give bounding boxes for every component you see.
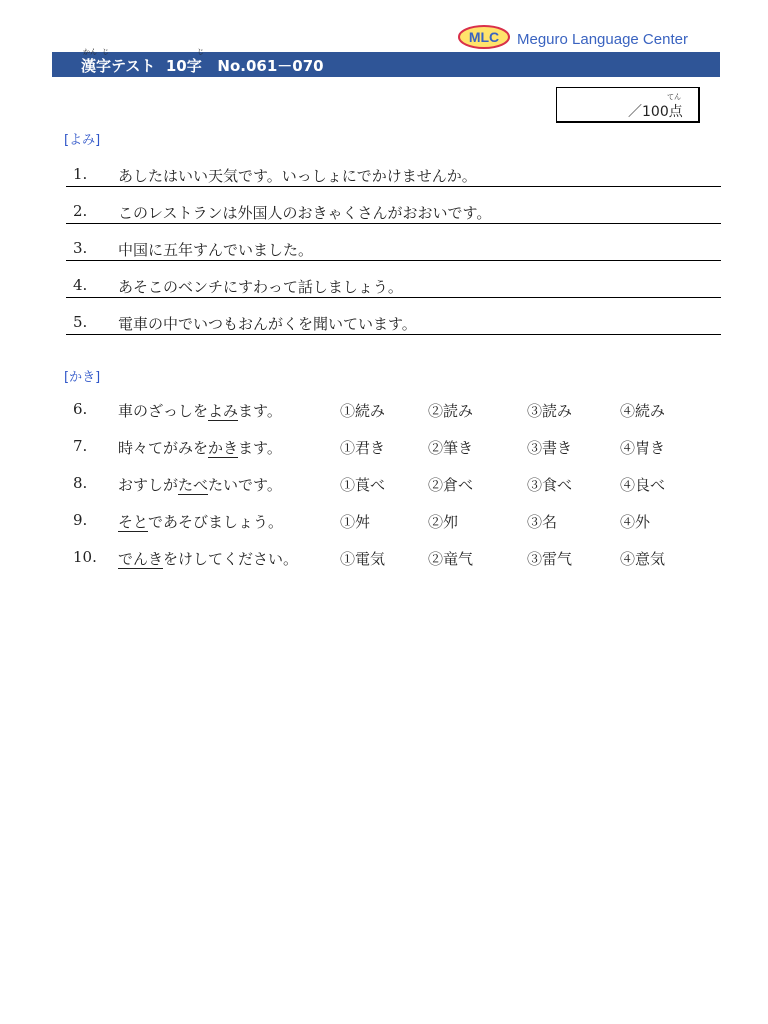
ruby-kan: かん: [83, 48, 97, 56]
option-1: ①君き: [340, 439, 386, 457]
sentence-suffix: ます。: [238, 402, 282, 420]
item-sentence: あしたはいい天気です。いっしょにでかけませんか。: [118, 167, 477, 185]
item-number: 10.: [73, 548, 97, 566]
yomi-item: [66, 236, 721, 261]
item-number: 8.: [73, 474, 88, 492]
score-text: ／100点: [628, 104, 683, 120]
yomi-item: [66, 310, 721, 335]
ruby-ji: じ: [102, 48, 109, 56]
yomi-item: [66, 273, 721, 298]
option-3: ③名: [527, 513, 558, 531]
option-2: ②夘: [428, 513, 459, 531]
ruby-ji-2: じ: [197, 48, 204, 56]
target-word: そと: [118, 513, 149, 531]
item-sentence: [118, 548, 298, 569]
mlc-logo: [457, 24, 511, 50]
item-number: 5.: [73, 313, 88, 331]
option-2: ②竜气: [428, 550, 474, 568]
item-number: 1.: [73, 165, 88, 183]
score-ruby: てん: [667, 93, 681, 101]
item-number: 7.: [73, 437, 88, 455]
item-sentence: [118, 437, 282, 458]
option-1: ①続み: [340, 402, 386, 420]
option-3: ③読み: [527, 402, 573, 420]
kaki-item: [66, 545, 721, 569]
sentence-prefix: 時々てがみを: [118, 439, 209, 457]
page-title: 漢字テスト 10字 No.061－070: [81, 57, 324, 75]
target-word: でんき: [118, 550, 164, 568]
option-4: ④冑き: [620, 439, 666, 457]
item-number: 6.: [73, 400, 88, 418]
item-sentence: 電車の中でいつもおんがくを聞いています。: [118, 315, 417, 333]
yomi-item: [66, 162, 721, 187]
logo-text: MLC: [468, 29, 500, 45]
yomi-heading: [よみ]: [64, 133, 101, 148]
option-2: ②読み: [428, 402, 474, 420]
option-1: ①舛: [340, 513, 371, 531]
org-name: Meguro Language Center: [517, 31, 688, 48]
item-number: 3.: [73, 239, 88, 257]
target-word: よみ: [208, 402, 239, 420]
item-number: 2.: [73, 202, 88, 220]
item-sentence: このレストランは外国人のおきゃくさんがおおいです。: [118, 204, 492, 222]
target-word: かき: [208, 439, 239, 457]
option-1: ①電気: [340, 550, 386, 568]
item-sentence: [118, 400, 282, 421]
option-3: ③書き: [527, 439, 573, 457]
option-3: ③食べ: [527, 476, 573, 494]
item-sentence: 中国に五年すんでいました。: [118, 241, 314, 259]
item-number: 4.: [73, 276, 88, 294]
yomi-item: [66, 199, 721, 224]
option-4: ④続み: [620, 402, 666, 420]
option-4: ④良べ: [620, 476, 666, 494]
option-4: ④外: [620, 513, 651, 531]
kaki-item: [66, 397, 721, 421]
item-sentence: あそこのベンチにすわって話しましょう。: [118, 278, 403, 296]
option-4: ④意気: [620, 550, 666, 568]
kaki-item: [66, 508, 721, 532]
option-2: ②倉べ: [428, 476, 474, 494]
option-2: ②筆き: [428, 439, 474, 457]
sentence-prefix: おすしが: [118, 476, 179, 494]
item-sentence: [118, 511, 283, 532]
sentence-suffix: であそびましょう。: [148, 513, 284, 531]
item-number: 9.: [73, 511, 88, 529]
target-word: たべ: [178, 476, 209, 494]
option-3: ③雷气: [527, 550, 573, 568]
kaki-item: [66, 471, 721, 495]
sentence-prefix: 車のざっしを: [118, 402, 209, 420]
item-sentence: [118, 474, 282, 495]
kaki-heading: [かき]: [64, 370, 101, 385]
sentence-suffix: たいです。: [208, 476, 282, 494]
sentence-suffix: ます。: [238, 439, 282, 457]
kaki-item: [66, 434, 721, 458]
option-1: ①莨べ: [340, 476, 386, 494]
sentence-suffix: をけしてください。: [163, 550, 299, 568]
